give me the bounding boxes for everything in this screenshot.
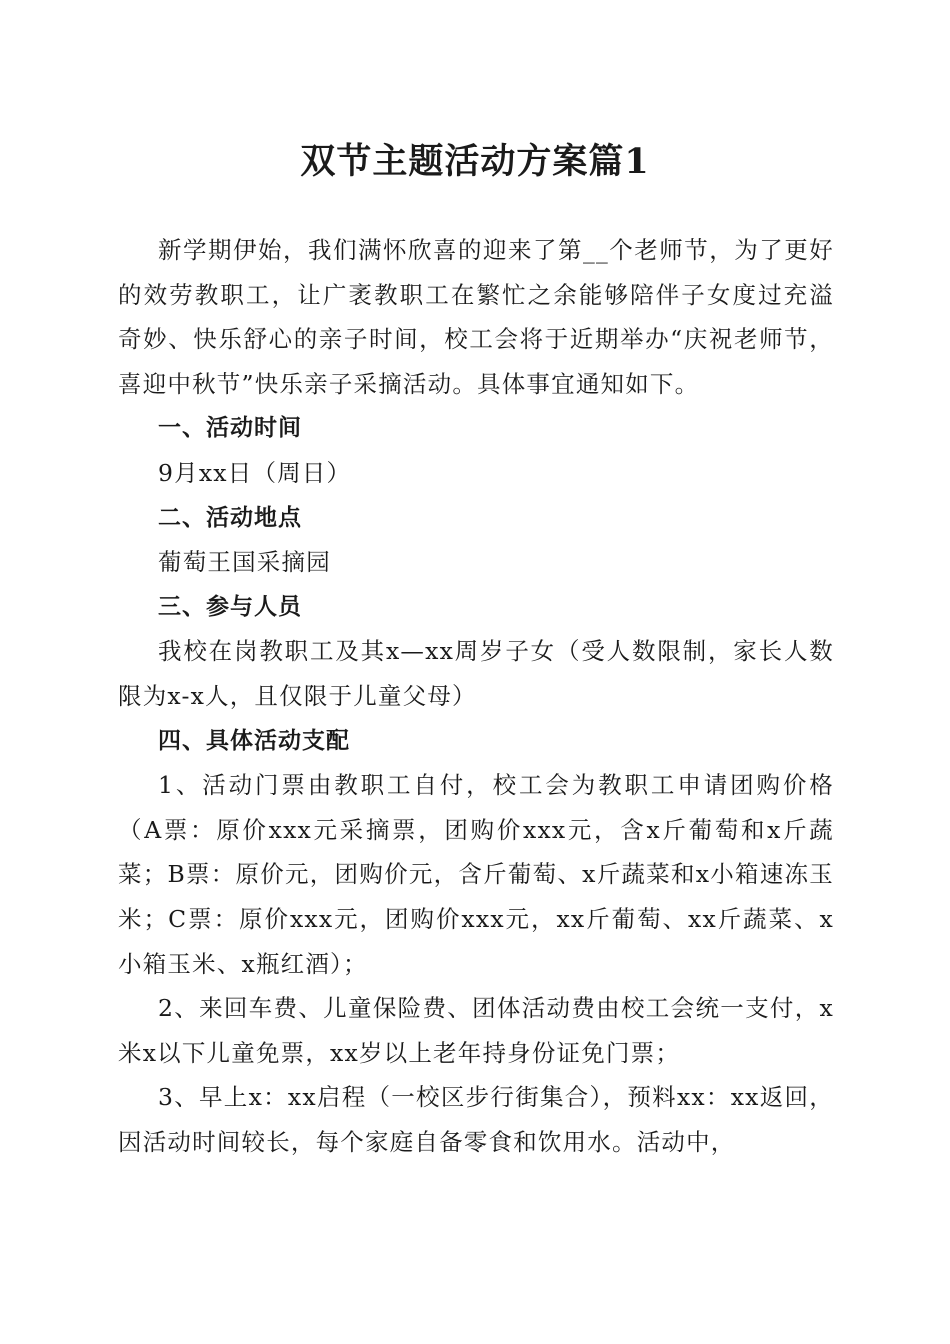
section-heading-arrangement: 四、具体活动支配: [158, 727, 350, 754]
section-heading-location: 二、活动地点: [158, 504, 302, 531]
intro-paragraph: 新学期伊始，我们满怀欣喜的迎来了第__个老师节，为了更好的效劳教职工，让广袤教职工在繁忙之余能够陪伴子女度过充溢奇妙、快乐舒心的亲子时间，校工会将于近期举办“庆祝老师节，喜迎中秋节”快乐亲子采摘活动。具体事宜通知如下。: [118, 236, 834, 398]
arrangement-item-3: 3、早上x：xx启程（一校区步行街集合），预料xx：xx返回，因活动时间较长，每个家庭自备零食和饮用水。活动中，: [118, 1083, 834, 1156]
arrangement-item-1: 1、活动门票由教职工自付，校工会为教职工申请团购价格（A票：原价xxx元采摘票，团购价xxx元，含x斤葡萄和x斤蔬菜；B票：原价元，团购价元，含斤葡萄、x斤蔬菜和x小箱速冻玉米；C票：原价xxx元，团购价xxx元，xx斤葡萄、xx斤蔬菜、x小箱玉米、x瓶红酒）；: [118, 771, 834, 978]
section-text-participants: 我校在岗教职工及其x—xx周岁子女（受人数限制，家长人数限为x-x人，且仅限于儿童父母）: [118, 637, 834, 710]
document-title: 双节主题活动方案篇1: [300, 141, 650, 182]
section-text-location: 葡萄王国采摘园: [158, 548, 331, 577]
arrangement-item-2: 2、来回车费、儿童保险费、团体活动费由校工会统一支付，x米x以下儿童免票，xx岁以上老年持身份证免门票；: [118, 994, 834, 1067]
section-text-time: 9月xx日（周日）: [158, 458, 352, 487]
document-body: [118, 228, 834, 1164]
section-heading-time: 一、活动时间: [158, 415, 302, 442]
section-heading-participants: 三、参与人员: [158, 593, 302, 620]
